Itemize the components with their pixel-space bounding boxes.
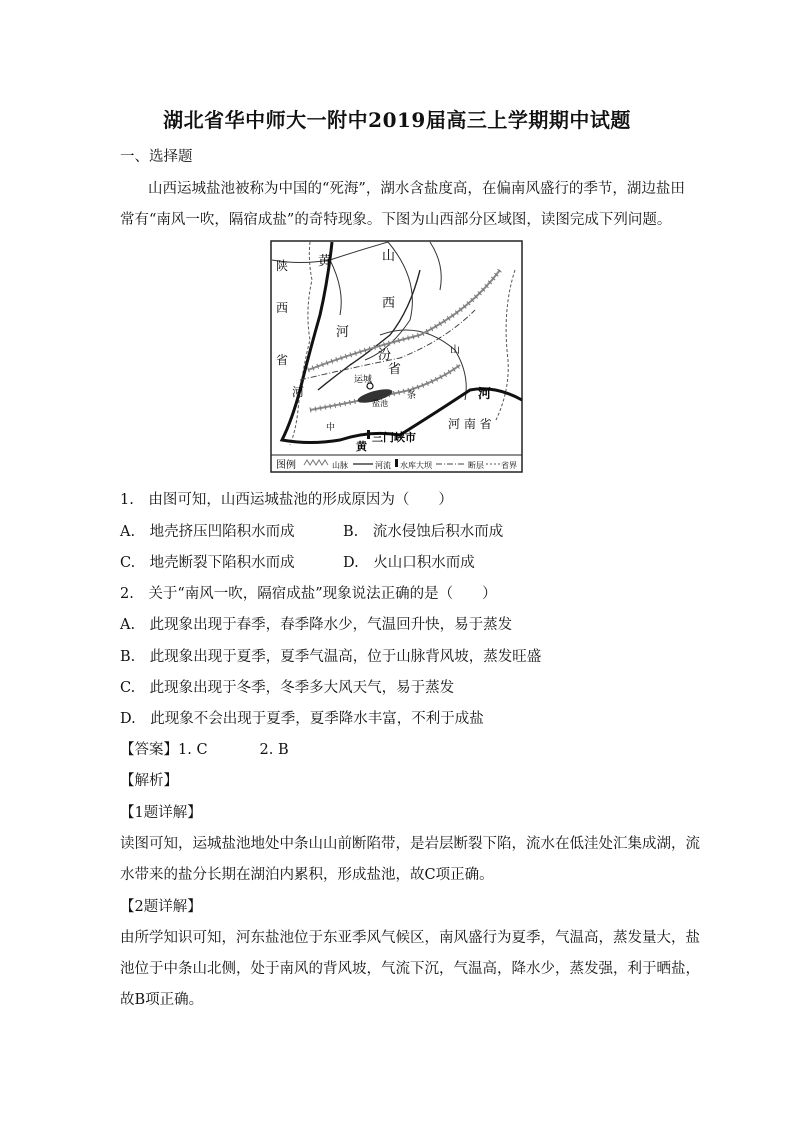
legend-dam-icon: [395, 459, 398, 467]
intro-line-2: 常有“南风一吹，隔宿成盐”的奇特现象。下图为山西部分区域图，读图完成下列问题。: [120, 212, 672, 228]
label-sheng-center: 省: [388, 362, 402, 377]
q2-option-d: D. 此现象不会出现于夏季，夏季降水丰富，不利于成盐: [120, 711, 484, 727]
shanxi-region-map: [270, 240, 523, 473]
label-huang-bottom: 黄: [356, 440, 367, 453]
q1-option-b: B. 流水侵蚀后积水而成: [343, 524, 504, 540]
label-fen: 汾: [378, 348, 392, 363]
legend-fault: 断层: [468, 461, 484, 470]
q2-option-c: C. 此现象出现于冬季，冬季多大风天气，易于蒸发: [120, 680, 455, 696]
intro-line-1: 山西运城盐池被称为中国的“死海”，湖水含盐度高，在偏南风盛行的季节，湖边盐田: [148, 181, 685, 197]
analysis-label: 【解析】: [120, 773, 178, 789]
label-shaan: 陕: [276, 259, 289, 273]
question-2-stem: 2. 关于“南风一吹，隔宿成盐”现象说法正确的是（ ）: [120, 586, 497, 602]
section-heading: 一、选择题: [120, 149, 193, 165]
legend-dam: 水库大坝: [400, 461, 432, 470]
q1-analysis-line-2: 水带来的盐分长期在湖泊内累积，形成盐池，故C项正确。: [120, 867, 494, 883]
legend-border: 省界: [501, 461, 517, 470]
q1-option-a: A. 地壳挤压凹陷积水而成: [120, 524, 295, 540]
q2-option-b: B. 此现象出现于夏季，夏季气温高，位于山脉背风坡，蒸发旺盛: [120, 649, 542, 665]
q2-analysis-line-3: 故B项正确。: [120, 992, 204, 1008]
label-sanmenxia: 三门峡市: [372, 431, 416, 444]
label-sheng-west: 省: [276, 353, 289, 367]
q1-analysis-line-1: 读图可知，运城盐池地处中条山山前断陷带，是岩层断裂下陷，流水在低洼处汇集成湖，流: [120, 836, 700, 852]
label-tiao: 条: [407, 391, 417, 401]
question-1-stem: 1. 由图可知，山西运城盐池的形成原因为（ ）: [120, 492, 453, 508]
label-shan-east: 山: [450, 345, 460, 356]
q2-option-a: A. 此现象出现于春季，春季降水少，气温回升快，易于蒸发: [120, 617, 513, 633]
label-he-west: 河: [292, 385, 305, 399]
legend-mountain: 山脉: [332, 461, 348, 470]
q2-analysis-line-2: 池位于中条山北侧，处于南风的背风坡，气流下沉，气温高，降水少，蒸发强，利于晒盐，: [120, 961, 700, 977]
label-yuncheng: 运城: [354, 375, 373, 385]
q2-analysis-label: 【2题详解】: [120, 899, 202, 915]
label-zhong: 中: [326, 423, 336, 433]
label-xi-west: 西: [276, 301, 289, 315]
dam-symbol: [367, 430, 370, 439]
answer-q2: 2. B: [259, 742, 289, 758]
legend-river: 河流: [375, 461, 391, 470]
answer-line: [120, 738, 289, 759]
answer-q1: 1. C: [178, 742, 208, 758]
page-title: 湖北省华中师大一附中2019届高三上学期期中试题: [163, 108, 631, 132]
label-huang-top: 黄: [318, 254, 332, 269]
q2-analysis-line-1: 由所学知识可知，河东盐池位于东亚季风气候区，南风盛行为夏季，气温高，蒸发量大，盐: [120, 930, 700, 946]
answer-label: 【答案】: [120, 742, 178, 758]
label-shan-top: 山: [382, 249, 396, 264]
legend-title: 图例: [276, 460, 296, 471]
label-xi-center: 西: [382, 296, 396, 311]
label-henan: 河 南 省: [448, 417, 492, 431]
q1-option-c: C. 地壳断裂下陷积水而成: [120, 555, 295, 571]
label-he-river: 河: [478, 387, 492, 402]
label-yanchi: 盐池: [372, 399, 388, 408]
q1-analysis-label: 【1题详解】: [120, 805, 202, 821]
q1-option-d: D. 火山口积水而成: [343, 555, 475, 571]
label-he-center: 河: [336, 325, 350, 340]
